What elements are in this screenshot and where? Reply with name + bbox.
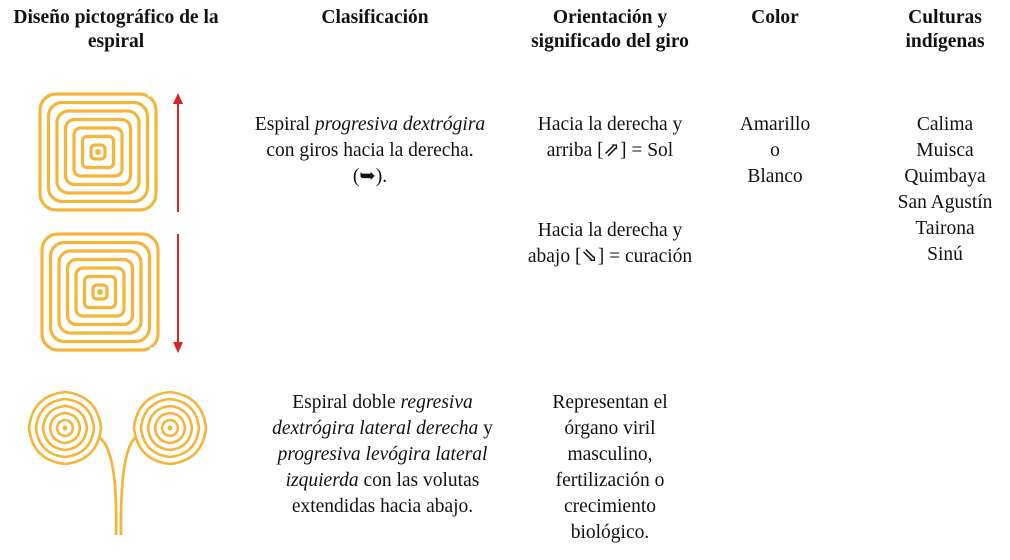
row2-classification-run: regresiva dextrógira lateral derecha xyxy=(272,392,479,439)
row1-orientation-up: Hacia la derecha y arriba [⇗] = Sol xyxy=(537,114,683,161)
down-arrow-icon xyxy=(166,232,190,354)
up-arrow-icon xyxy=(166,92,190,214)
double-spiral-stem xyxy=(121,438,135,535)
double-spiral-pictogram xyxy=(20,390,220,540)
row1-classification-run: con giros hacia la derecha. (➥). xyxy=(266,140,474,187)
color-line: o xyxy=(770,140,780,161)
row1-classification-run: Espiral xyxy=(254,114,315,135)
header-cultures: Culturas indígenas xyxy=(905,7,985,52)
row1-cultures xyxy=(870,112,1010,268)
header-color: Color xyxy=(751,7,799,28)
row2-classification-run: progresiva levógira lateral izquierda xyxy=(277,444,488,491)
square-spiral-up-pictogram xyxy=(36,88,176,218)
row2-classification-run: Espiral doble xyxy=(292,392,401,413)
row1-color xyxy=(720,112,830,190)
culture-item: Muisca xyxy=(916,140,974,161)
culture-item: Calima xyxy=(916,114,974,135)
color-line: Amarillo xyxy=(739,114,811,135)
double-spiral-center xyxy=(168,426,173,431)
culture-item: San Agustín xyxy=(897,192,993,213)
culture-item: Sinú xyxy=(927,244,963,265)
double-spiral-stem xyxy=(100,438,116,535)
color-line: Blanco xyxy=(747,166,803,187)
spiral-center xyxy=(95,149,101,155)
culture-item: Quimbaya xyxy=(904,166,986,187)
row2-classification xyxy=(255,390,510,520)
culture-item: Tairona xyxy=(915,218,975,239)
header-orientation: Orientación y significado del giro xyxy=(531,7,689,52)
double-spiral-center xyxy=(63,426,68,431)
header-design: Diseño pictográfico de la espiral xyxy=(13,7,219,52)
row1-classification-run: progresiva dextrógira xyxy=(314,114,486,135)
row2-classification-run: con las volutas extendidas hacia abajo. xyxy=(291,470,480,517)
header-classification: Clasificación xyxy=(321,7,429,28)
row2-classification-run: y xyxy=(478,418,493,439)
spiral-center xyxy=(97,289,103,295)
row1-orientation-down: Hacia la derecha y abajo [⇘] = curación xyxy=(527,220,693,267)
square-spiral-down-pictogram xyxy=(40,226,180,358)
row1-classification xyxy=(250,112,490,190)
row2-orientation: Representan el órgano viril masculino, fertilización o crecimiento biológico. xyxy=(552,392,668,543)
